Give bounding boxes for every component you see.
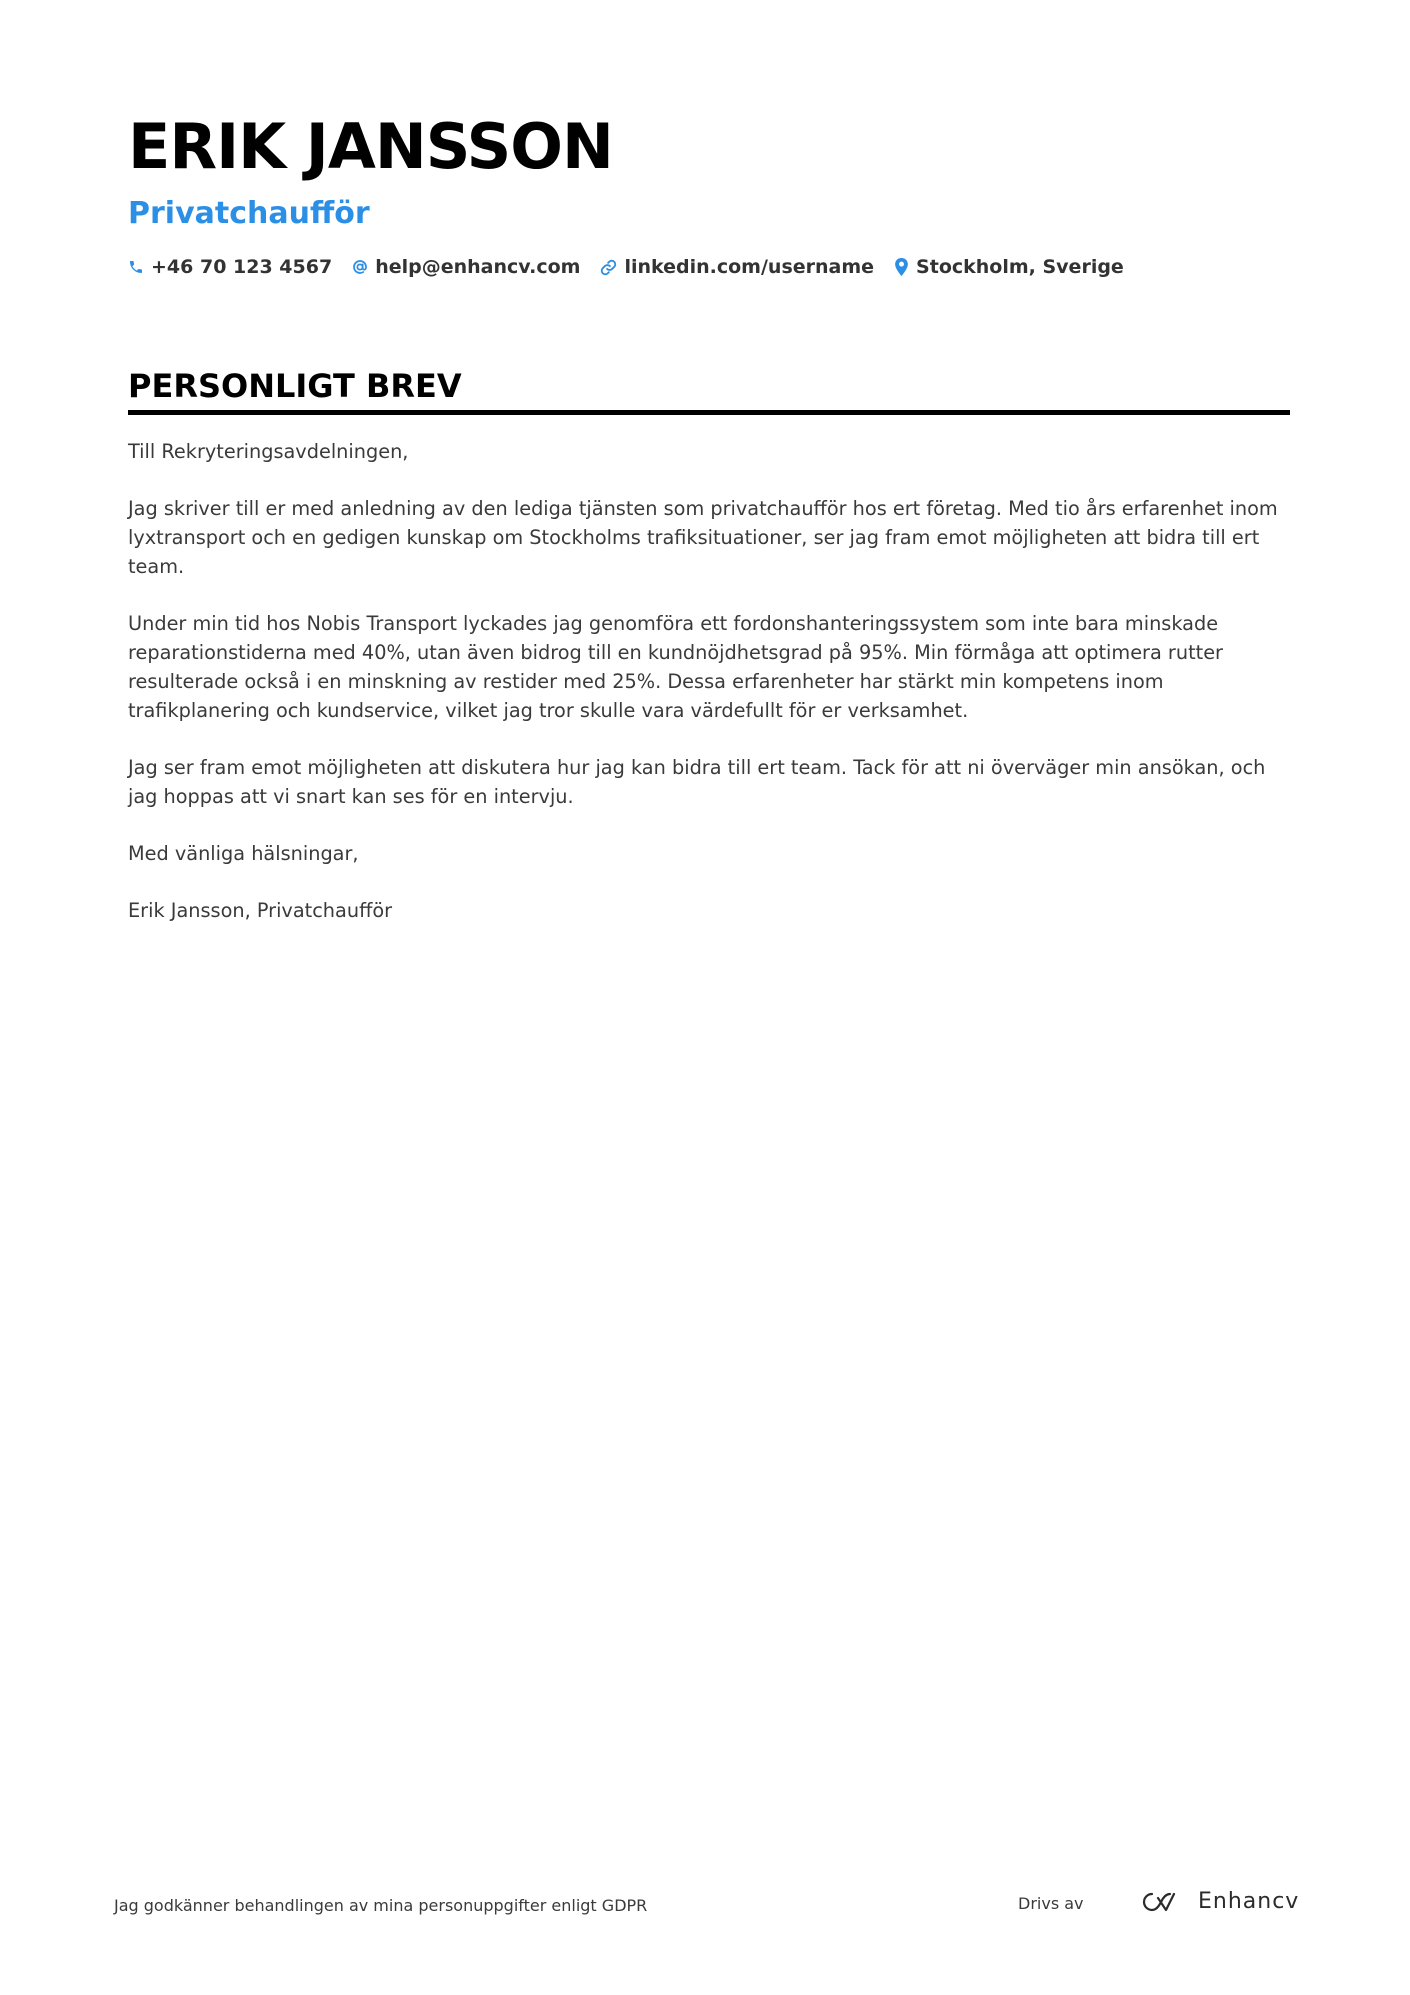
signature: Erik Jansson, Privatchaufför [128, 899, 393, 922]
contact-location [894, 256, 1124, 278]
location-text: Stockholm, Sverige [916, 256, 1124, 278]
enhancv-logo-icon [1138, 1890, 1184, 1914]
letter-paragraph: Jag skriver till er med anledning av den lediga tjänsten som privatchaufför hos ert företag. Med tio års erfarenhet inom lyxtransport och en gedigen kunskap om Stockholms trafiksituationer, ser jag fram emot möjligheten att bidra till ert team. [128, 497, 1278, 578]
contact-linkedin[interactable] [600, 256, 874, 278]
applicant-name: ERIK JANSSON [128, 110, 613, 183]
phone-text: +46 70 123 4567 [151, 256, 333, 278]
brand-name: Enhancv [1198, 1889, 1300, 1914]
footer [114, 1889, 1300, 1922]
phone-icon [128, 259, 144, 275]
contact-phone[interactable] [128, 256, 332, 278]
contact-bar [128, 256, 1288, 278]
map-pin-icon [894, 258, 909, 276]
letter-paragraph: Jag ser fram emot möjligheten att diskutera hur jag kan bidra till ert team. Tack för att ni överväger min ansökan, och jag hoppas att vi snart kan ses för en intervju. [128, 756, 1266, 808]
link-icon [600, 259, 617, 276]
brand-link[interactable] [1138, 1889, 1299, 1914]
header [128, 106, 1288, 278]
powered-by-label: Drivs av [1018, 1894, 1084, 1913]
cover-letter-section [128, 364, 1290, 953]
applicant-title: Privatchaufför [128, 196, 370, 231]
closing: Med vänliga hälsningar, [128, 842, 359, 865]
letter-paragraph: Under min tid hos Nobis Transport lyckades jag genomföra ett fordonshanteringssystem som inte bara minskade reparationstiderna med 40%, utan även bidrog till en kundnöjdhetsgrad på 95%. Min förmåga att optimera rutter resulterade också i en minskning av restider med 25%. Dessa erfarenheter har stärkt min kompetens inom trafikplanering och kundservice, vilket jag tror skulle vara värdefullt för er verksamhet. [128, 612, 1223, 722]
linkedin-text: linkedin.com/username [624, 256, 875, 278]
contact-email[interactable] [352, 256, 580, 278]
email-text: help@enhancv.com [375, 256, 581, 278]
letter-body [128, 437, 1290, 925]
gdpr-consent-text: Jag godkänner behandlingen av mina personuppgifter enligt GDPR [114, 1896, 648, 1915]
section-heading: PERSONLIGT BREV [128, 364, 1290, 415]
at-icon [352, 259, 368, 275]
salutation: Till Rekryteringsavdelningen, [128, 440, 409, 463]
